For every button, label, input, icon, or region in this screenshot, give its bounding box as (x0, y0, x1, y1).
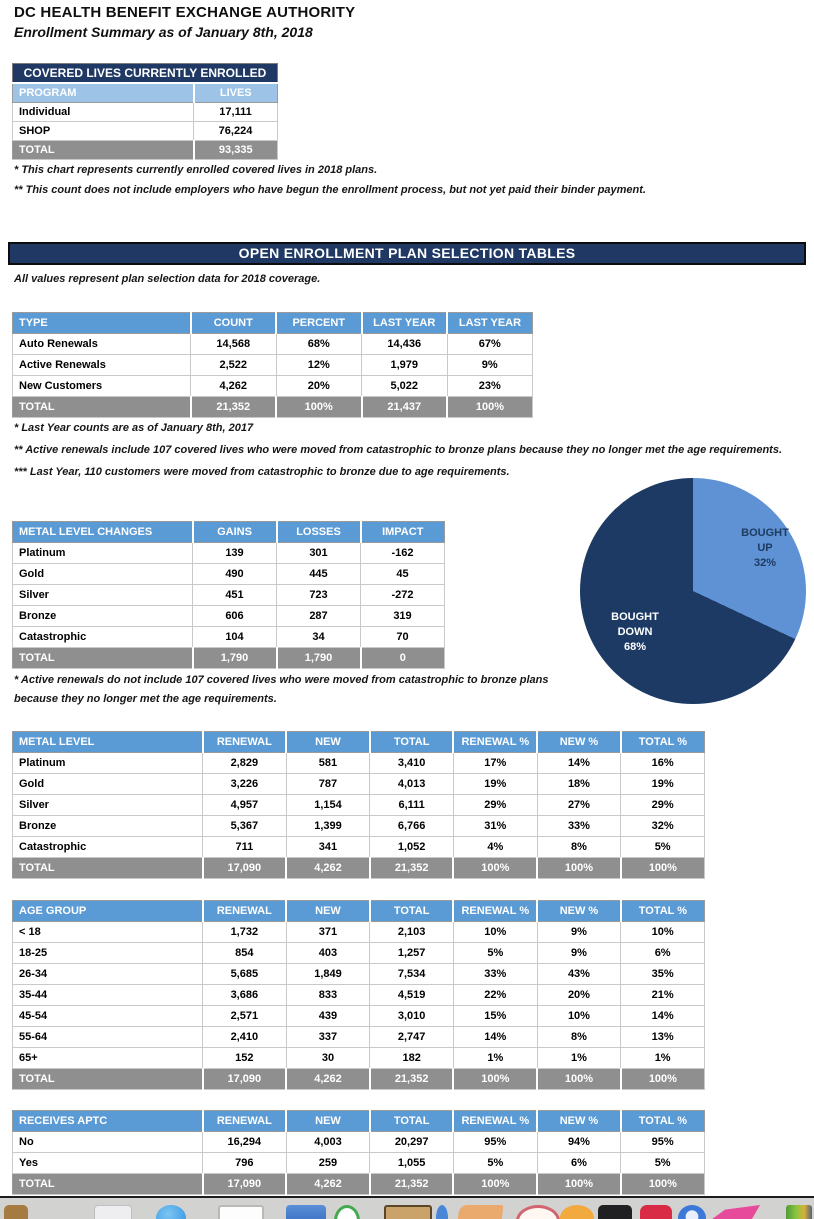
column-header: RENEWAL (203, 1111, 287, 1132)
table-cell: 13% (621, 1027, 705, 1048)
table-cell: 4,003 (286, 1132, 370, 1153)
table-cell: 403 (286, 943, 370, 964)
table-row (13, 816, 705, 837)
column-header: PROGRAM (13, 83, 194, 103)
table-cell: 20% (276, 376, 362, 397)
page-subtitle: Enrollment Summary as of January 8th, 2018 (14, 24, 313, 40)
column-header: TOTAL (370, 732, 454, 753)
table-cell: 3,686 (203, 985, 287, 1006)
table-cell: Platinum (13, 543, 193, 564)
table-cell: 93,335 (194, 141, 278, 160)
table-cell: SHOP (13, 122, 194, 141)
table-cell: 4,262 (191, 376, 277, 397)
total-row (13, 397, 533, 418)
table-cell: 17,090 (203, 1174, 287, 1195)
table-cell: 19% (621, 774, 705, 795)
footnote: ** Active renewals include 107 covered lives who were moved from catastrophic to bronze plans because they no longer met the age requirements. (14, 444, 783, 456)
table-header-row (13, 1111, 705, 1132)
table-cell: 20% (537, 985, 621, 1006)
table-cell: 68% (276, 334, 362, 355)
table-cell: 3,410 (370, 753, 454, 774)
table-cell: 65+ (13, 1048, 203, 1069)
table-cell: 371 (286, 922, 370, 943)
column-header: RENEWAL % (453, 1111, 537, 1132)
table-cell: 341 (286, 837, 370, 858)
table-row (13, 355, 533, 376)
table-cell: 1,052 (370, 837, 454, 858)
table-cell: Catastrophic (13, 837, 203, 858)
table-cell: Bronze (13, 816, 203, 837)
section-header-label: OPEN ENROLLMENT PLAN SELECTION TABLES (238, 245, 576, 261)
table-cell: 35-44 (13, 985, 203, 1006)
table-cell: 8% (537, 837, 621, 858)
table-cell: 711 (203, 837, 287, 858)
table-cell: 27% (537, 795, 621, 816)
dock-icon-mailbox[interactable] (94, 1205, 132, 1219)
pie-label-line: 32% (753, 557, 777, 569)
table-cell: 29% (453, 795, 537, 816)
table-cell: 45 (361, 564, 445, 585)
dock-icon-brown-folder[interactable] (4, 1205, 28, 1219)
table-row (13, 837, 705, 858)
table-row (13, 1027, 705, 1048)
table-cell: Gold (13, 564, 193, 585)
table-cell: 14,436 (362, 334, 448, 355)
table-cell: 4,013 (370, 774, 454, 795)
table-cell: 21,437 (362, 397, 448, 418)
age-group-table (12, 900, 705, 1090)
table-cell: 4,262 (286, 1069, 370, 1090)
table-cell: 5,367 (203, 816, 287, 837)
table-row (13, 964, 705, 985)
table-cell: TOTAL (13, 858, 203, 879)
column-header: LOSSES (277, 522, 361, 543)
table-header-row (13, 522, 445, 543)
table-row (13, 1006, 705, 1027)
table-cell: 2,747 (370, 1027, 454, 1048)
table-cell: Auto Renewals (13, 334, 191, 355)
table-row (13, 943, 705, 964)
table-cell: 100% (453, 1174, 537, 1195)
table-header-row (13, 313, 533, 334)
section-header-bar (8, 242, 806, 265)
table-cell: 490 (193, 564, 277, 585)
table-cell: 14% (537, 753, 621, 774)
total-row (13, 858, 705, 879)
table-cell: 287 (277, 606, 361, 627)
pie-label-bought-down (595, 610, 675, 655)
table-cell: No (13, 1132, 203, 1153)
table-row (13, 922, 705, 943)
dock-icon-blue-app[interactable] (286, 1205, 326, 1219)
table-row (13, 585, 445, 606)
table-cell: 1,257 (370, 943, 454, 964)
dock-icon-terminal[interactable] (598, 1205, 632, 1219)
covered-lives-table (12, 63, 278, 160)
table-cell: 139 (193, 543, 277, 564)
column-header: TYPE (13, 313, 191, 334)
table-cell: 10% (537, 1006, 621, 1027)
table-cell: 5,685 (203, 964, 287, 985)
table-cell: 1% (453, 1048, 537, 1069)
dock-icon-green-ring[interactable] (334, 1205, 360, 1219)
table-cell: 18% (537, 774, 621, 795)
column-header: TOTAL % (621, 901, 705, 922)
dock-icon-blue-circle[interactable] (678, 1205, 706, 1219)
table-cell: 70 (361, 627, 445, 648)
table-cell: 17,111 (194, 103, 278, 122)
table-cell: 1% (537, 1048, 621, 1069)
dock-icon-green-collage[interactable] (786, 1205, 812, 1219)
total-row (13, 648, 445, 669)
table-cell: 14% (453, 1027, 537, 1048)
footnote: * Active renewals do not include 107 covered lives who were moved from catastrophic to bronze plans (14, 674, 549, 686)
table-cell: 3,010 (370, 1006, 454, 1027)
table-cell: TOTAL (13, 141, 194, 160)
column-header: NEW % (537, 732, 621, 753)
table-cell: 29% (621, 795, 705, 816)
pie-label-bought-up (725, 526, 805, 571)
table-cell: 18-25 (13, 943, 203, 964)
table-cell: 67% (447, 334, 533, 355)
table-cell: 854 (203, 943, 287, 964)
table-cell: 301 (277, 543, 361, 564)
table-cell: 833 (286, 985, 370, 1006)
table-cell: TOTAL (13, 1069, 203, 1090)
table-cell: 55-64 (13, 1027, 203, 1048)
table-row (13, 103, 278, 122)
table-cell: 606 (193, 606, 277, 627)
column-header: PERCENT (276, 313, 362, 334)
column-header: TOTAL (370, 1111, 454, 1132)
table-cell: 21,352 (370, 1069, 454, 1090)
table-cell: 2,103 (370, 922, 454, 943)
section-note: All values represent plan selection data for 2018 coverage. (14, 273, 321, 285)
table-row (13, 753, 705, 774)
table-cell: 4% (453, 837, 537, 858)
table-cell: Catastrophic (13, 627, 193, 648)
table-cell: 21,352 (370, 1174, 454, 1195)
table-cell: 16% (621, 753, 705, 774)
table-cell: 1,055 (370, 1153, 454, 1174)
table-cell: 100% (453, 858, 537, 879)
table-header-row (13, 83, 278, 103)
table-row (13, 122, 278, 141)
table-cell: 35% (621, 964, 705, 985)
dock-icon-photo-frame[interactable] (218, 1205, 264, 1219)
table-cell: 723 (277, 585, 361, 606)
table-cell: 20,297 (370, 1132, 454, 1153)
table-cell: 1% (621, 1048, 705, 1069)
table-cell: 581 (286, 753, 370, 774)
table-cell: 95% (621, 1132, 705, 1153)
table-cell: -272 (361, 585, 445, 606)
column-header: LAST YEAR (447, 313, 533, 334)
column-header: TOTAL % (621, 1111, 705, 1132)
column-header: NEW (286, 901, 370, 922)
table-cell: 100% (276, 397, 362, 418)
table-cell: 1,790 (277, 648, 361, 669)
table-cell: 152 (203, 1048, 287, 1069)
column-header: TOTAL % (621, 732, 705, 753)
table-cell: 4,262 (286, 1174, 370, 1195)
table-cell: 100% (537, 858, 621, 879)
footnote: because they no longer met the age requirements. (14, 693, 277, 705)
table-cell: 182 (370, 1048, 454, 1069)
table-cell: 104 (193, 627, 277, 648)
table-cell: TOTAL (13, 397, 191, 418)
table-cell: 8% (537, 1027, 621, 1048)
table-row (13, 543, 445, 564)
table-cell: 7,534 (370, 964, 454, 985)
table-cell: 100% (537, 1069, 621, 1090)
dock-icon-red-ring-circle[interactable] (516, 1205, 560, 1219)
table-cell: 451 (193, 585, 277, 606)
table-cell: 445 (277, 564, 361, 585)
column-header: NEW (286, 1111, 370, 1132)
table-title: COVERED LIVES CURRENTLY ENROLLED (13, 64, 278, 84)
table-cell: 9% (537, 943, 621, 964)
table-cell: 14,568 (191, 334, 277, 355)
table-row (13, 1048, 705, 1069)
table-cell: New Customers (13, 376, 191, 397)
footnote: ** This count does not include employers who have begun the enrollment process, but not yet paid their binder payment. (14, 184, 646, 196)
table-cell: 31% (453, 816, 537, 837)
table-row (13, 627, 445, 648)
column-header: METAL LEVEL (13, 732, 203, 753)
table-cell: 100% (453, 1069, 537, 1090)
table-cell: 16,294 (203, 1132, 287, 1153)
table-cell: TOTAL (13, 648, 193, 669)
column-header: RENEWAL % (453, 901, 537, 922)
table-cell: 1,154 (286, 795, 370, 816)
table-cell: Gold (13, 774, 203, 795)
footnote: *** Last Year, 110 customers were moved from catastrophic to bronze due to age requirements. (14, 466, 510, 478)
table-cell: 22% (453, 985, 537, 1006)
table-cell: 5% (621, 837, 705, 858)
table-cell: 19% (453, 774, 537, 795)
table-cell: 6,766 (370, 816, 454, 837)
table-cell: Active Renewals (13, 355, 191, 376)
column-header: LAST YEAR (362, 313, 448, 334)
dock-icon-blue-figure[interactable] (436, 1205, 448, 1219)
table-cell: 5,022 (362, 376, 448, 397)
table-cell: 45-54 (13, 1006, 203, 1027)
pie-label-line: DOWN (617, 626, 653, 638)
table-cell: 4,262 (286, 858, 370, 879)
pie-label-line: BOUGHT (611, 611, 659, 623)
table-cell: 14% (621, 1006, 705, 1027)
footnote: * Last Year counts are as of January 8th, 2017 (14, 422, 254, 434)
table-cell: Bronze (13, 606, 193, 627)
column-header: AGE GROUP (13, 901, 203, 922)
table-cell: 26-34 (13, 964, 203, 985)
total-row (13, 1174, 705, 1195)
dock-icon-red-app[interactable] (640, 1205, 672, 1219)
table-cell: 1,790 (193, 648, 277, 669)
table-cell: 787 (286, 774, 370, 795)
table-cell: 17% (453, 753, 537, 774)
table-cell: 100% (537, 1174, 621, 1195)
table-cell: 43% (537, 964, 621, 985)
column-header: RENEWAL (203, 901, 287, 922)
table-row (13, 564, 445, 585)
table-cell: 4,519 (370, 985, 454, 1006)
table-row (13, 334, 533, 355)
table-cell: 6% (621, 943, 705, 964)
column-header: LIVES (194, 83, 278, 103)
table-cell: 9% (537, 922, 621, 943)
table-header-row (13, 901, 705, 922)
table-cell: TOTAL (13, 1174, 203, 1195)
table-cell: 3,226 (203, 774, 287, 795)
table-cell: 319 (361, 606, 445, 627)
table-cell: 34 (277, 627, 361, 648)
table-cell: 17,090 (203, 858, 287, 879)
dock-icon-tan-frame[interactable] (384, 1205, 432, 1219)
column-header: RENEWAL % (453, 732, 537, 753)
dock-icon-pink-shape[interactable] (710, 1205, 760, 1219)
table-cell: 2,522 (191, 355, 277, 376)
table-cell: 21% (621, 985, 705, 1006)
dock (0, 1196, 814, 1219)
column-header: RECEIVES APTC (13, 1111, 203, 1132)
column-header: TOTAL (370, 901, 454, 922)
table-cell: 100% (621, 858, 705, 879)
table-cell: 1,399 (286, 816, 370, 837)
table-row (13, 795, 705, 816)
page-title: DC HEALTH BENEFIT EXCHANGE AUTHORITY (14, 4, 356, 21)
table-cell: 21,352 (191, 397, 277, 418)
table-cell: 1,849 (286, 964, 370, 985)
table-cell: 439 (286, 1006, 370, 1027)
table-cell: 94% (537, 1132, 621, 1153)
table-cell: 100% (621, 1069, 705, 1090)
table-cell: 95% (453, 1132, 537, 1153)
table-cell: 5% (453, 1153, 537, 1174)
footnote: * This chart represents currently enrolled covered lives in 2018 plans. (14, 164, 378, 176)
table-row (13, 1153, 705, 1174)
table-cell: 5% (621, 1153, 705, 1174)
table-cell: 17,090 (203, 1069, 287, 1090)
table-cell: 6% (537, 1153, 621, 1174)
table-cell: 33% (537, 816, 621, 837)
enrollment-type-table (12, 312, 533, 418)
table-row (13, 985, 705, 1006)
table-header-row (13, 732, 705, 753)
table-cell: 9% (447, 355, 533, 376)
table-cell: 5% (453, 943, 537, 964)
table-cell: 21,352 (370, 858, 454, 879)
column-header: NEW % (537, 1111, 621, 1132)
table-cell: Yes (13, 1153, 203, 1174)
table-cell: 23% (447, 376, 533, 397)
table-cell: 259 (286, 1153, 370, 1174)
metal-level-changes-table (12, 521, 445, 669)
table-cell: 1,732 (203, 922, 287, 943)
column-header: RENEWAL (203, 732, 287, 753)
dock-icon-blue-sphere[interactable] (156, 1205, 186, 1219)
table-cell: Silver (13, 585, 193, 606)
table-cell: 15% (453, 1006, 537, 1027)
table-cell: 1,979 (362, 355, 448, 376)
table-cell: Silver (13, 795, 203, 816)
table-cell: 10% (621, 922, 705, 943)
metal-level-table (12, 731, 705, 879)
table-cell: 2,829 (203, 753, 287, 774)
table-cell: 337 (286, 1027, 370, 1048)
receives-aptc-table (12, 1110, 705, 1195)
pie-label-line: UP (757, 542, 773, 554)
column-header: IMPACT (361, 522, 445, 543)
table-cell: 30 (286, 1048, 370, 1069)
table-cell: 2,571 (203, 1006, 287, 1027)
column-header: COUNT (191, 313, 277, 334)
table-cell: 32% (621, 816, 705, 837)
pie-label-line: BOUGHT (741, 527, 789, 539)
table-cell: 12% (276, 355, 362, 376)
dock-icon-tan-folder[interactable] (457, 1205, 504, 1219)
column-header: NEW (286, 732, 370, 753)
total-row (13, 141, 278, 160)
table-cell: 33% (453, 964, 537, 985)
table-cell: 2,410 (203, 1027, 287, 1048)
table-cell: -162 (361, 543, 445, 564)
column-header: METAL LEVEL CHANGES (13, 522, 193, 543)
table-cell: 10% (453, 922, 537, 943)
table-cell: 796 (203, 1153, 287, 1174)
table-cell: Individual (13, 103, 194, 122)
table-cell: < 18 (13, 922, 203, 943)
pie-chart (580, 478, 806, 704)
table-cell: Platinum (13, 753, 203, 774)
table-cell: 4,957 (203, 795, 287, 816)
column-header: NEW % (537, 901, 621, 922)
table-row (13, 774, 705, 795)
table-row (13, 606, 445, 627)
table-cell: 76,224 (194, 122, 278, 141)
table-cell: 100% (621, 1174, 705, 1195)
table-row (13, 1132, 705, 1153)
pie-label-line: 68% (623, 641, 647, 653)
dock-icon-orange-circle[interactable] (560, 1205, 594, 1219)
table-cell: 0 (361, 648, 445, 669)
total-row (13, 1069, 705, 1090)
table-row (13, 376, 533, 397)
table-cell: 6,111 (370, 795, 454, 816)
column-header: GAINS (193, 522, 277, 543)
table-cell: 100% (447, 397, 533, 418)
